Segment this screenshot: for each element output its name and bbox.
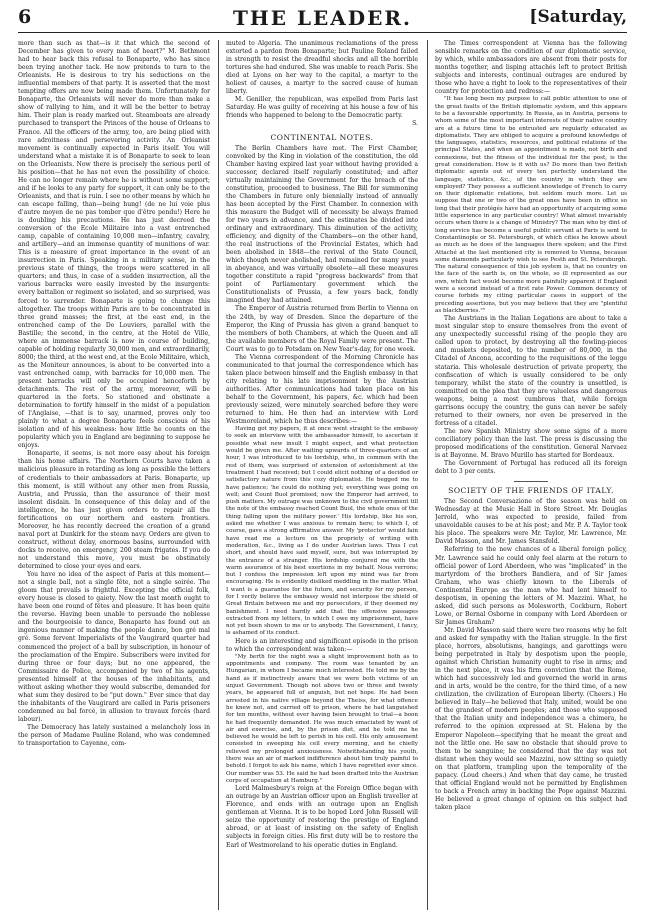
quoted-extract — [226, 426, 418, 638]
column-3 — [435, 40, 627, 910]
paragraph: "It has long been my purpose to call public attention to one of the great faults of the British diplomatic system, and this appears to be a favourable opportunity. In Russia, as in Austria, persons to whom some of the most important interests of their native country are at a future time to be entrusted are regularly educated as diplomatists. They are obliged to acquire a profound knowledge of the languages, statistics, resources, and political relations of the principal States, and when an appointment is made, not birth and connexions, but the fitness of the individual for the post, is the great consideration. How is it with us? Do more than two British diplomatic agents out of every ten perfectly understand the language, statistics, &c., of the country in which they are employed? They possess a sufficient knowledge of French to carry on their diplomatic relations, but seldom much more. Let us suppose that one or two of the great ones have been in office so long that their protégés have had an opportunity of acquiring some little experience in any particular country! What almost invariably occurs when there is a change of Ministry? The man who by dint of long service has become a useful public servant at Paris is sent to Constantinople or St. Petersburgh, of which cities he knows about as much as he does of the languages there spoken; and the First Attaché at the last mentioned city is removed to Vienna, because some diamonds particularly wish to see Pesth and St. Petersburgh. The natural consequence of this job system is, that no country on the face of the earth is, on the whole, so ill represented as our own, which fact would become more painfully apparent if England were a second instead of a first rate Power. Common decency of course forbids my citing particular cases in support of the preceding assertions, but you may believe that they are "plentiful as blackberries."" — [435, 96, 627, 314]
paragraph: Here is an interesting and significant episode in the prison to which the correspondent was taken:— — [226, 637, 418, 653]
paragraph: Lord Malmesbury's reign at the Foreign Office began with an outrage by an Austrian officer upon an English traveller at Florence, and ends with an outrage upon an English gentleman at Vienna. It is to be hoped Lord John Russell will seize the opportunity of restoring the prestige of England abroad, or at least of insisting on the safety of English subjects in foreign cities. His first duty will be to restore the Earl of Westmoreland to his operatic duties in England. — [226, 785, 418, 849]
paragraph: Referring to the new chances of a liberal foreign policy, Mr. Lawrence said he could only feel alarm at the return to official power of Lord Aberdeen, who was "implicated" in the martyrdom of the brothers Bandiera, and of Sir James Graham, who was chiefly known to the Liberals of Continental Europe as the man who had lent himself to despotism, in opening the letters of M. Mazzini. What, he asked, did such persons as Molesworth, Cockburn, Robert Lowe, or Bernal Osborne in company with Lord Aberdeen or Sir James Graham? — [435, 546, 627, 626]
page-number: 6 — [18, 6, 32, 28]
paragraph: The Vienna correspondent of the Morning Chronicle has communicated to that journal the correspondence which has taken place between himself and the English embassy in that city relating to his late imprisonment by the Austrian authorities. After communications had taken place on his behalf to the Government, his papers, &c. which had been previously seized, were minutely searched before they were returned to him. He then had an interview with Lord Westmoreland, which he thus describes:— — [226, 353, 418, 426]
paragraph: M. Geniller, the republican, was expelled from Paris last Saturday. He was guilty of receiving at his house a few of his friends who happened to belong to the Democratic party. — [226, 96, 418, 120]
column-2 — [226, 40, 418, 910]
quoted-extract — [226, 654, 418, 785]
paragraph: The new Spanish Ministry show some signs of a more conciliatory policy than the last. The press is discussing the proposed modifications of the constitution. General Narvaez is at Bayonne. M. Bravo Murillo has started for Bordeaux. — [435, 427, 627, 460]
paragraph: more than such as that—is it that which the second of December has given to every man of heart?" M. Bethmont had to hear back this refusal to Bonaparte, who has since been trying another tack. He now pretends to turn to the Orleanists. He is desirous to try his seductions on the influential members of that party. It is asserted that the most tempting offers are now being made them. Unfortunately for Bonaparte, the Orleanists will never do more than make a show of rallying to him, and it will be the better to betray him. Their plan is ready marked out. Steamboats are already purchased to transport the Princes of the house of Orleans to France. All the officers of the army, too, are being plied with rare adroitness and persevering activity. An Orleanist movement is continually expected in Paris itself. You will understand what a mistake it is of Bonaparte to seek to lean on the Orleanists. Now there is precisely the serious peril of his position—that he has not even the possibility of choice. He can no longer remain where he is without some support; and if he looks to any party for support, it can only be to the Orleanists, and that is ruin. I see no other means by which he can escape falling, than—being hung! (de ne lui voie plus d'autre moyen de ne pas tomber que d'être pendu!) Here he is doubling his precautions. He has just decreed the conversion of the Ecole Militaire into a vast entrenched camp, capable of containing 10,000 men—infantry, cavalry, and artillery—and an immense quantity of munitions of war. This is a measure of great importance in the event of an insurrection in Paris. Speaking in a military sense, in the previous state of things, the troops were scattered in all quarters; and thus, in case of a sudden insurrection, all the various barracks were easily invested by the insurgents: every battalion or regiment so isolated, and so surprised, was forced to surrender. Bonaparte is going to change this altogether. The troops within Paris are to be concentrated in three grand masses; the first, at the east end, in the entrenched camp of the De Louviers, parallel with the Bastille; the second, in the centre, at the Hotel de Ville, where an immense barrack is now in course of building, capable of holding regularly 30,000 men, and extraordinarily, 8000; the third, at the west end, at the Ecole Militaire, which, as the Moniteur announces, is about to be converted into a vast entrenched camp, with barracks for 10,000 men. The present barracks will only be occupied henceforth by detachments. The rest of the army, moreover, will be quartered in the forts. So stationed and obstinate a determination to fortify himself in the midst of a population of l'Anglaise, —that is to say, unarmed, proves only too plainly to what a degree Bonaparte feels conscious of his isolation and of his weakness: how little he counts on the popularity which you in England are beginning to suppose he enjoys. — [18, 40, 210, 450]
paragraph: "My berth for the night was a slight improvement both as to appointments and company. The room was tenanted by an Hungarian, in whom I became much interested. He told me by the hand as if instinctively aware that we were both victims of an unjust Government. Though not above two or three and twenty years, he appeared full of anguish, but not hope. He had been arrested in his native village beyond the Theiss, for what offence he knew not, and carried off to prison, where he had languished for ten months, without ever having been brought to trial—a boon he had frequently demanded. He was much emaciated by want of air and exercise, and, by the prison diet, and he told me he believed he would be left to perish in his cell. His only amusement consisted in sweeping his cell every morning, and he chiefly relieved my prolonged anxiousness. Notwithstanding his youth, there was an air of marked indifference about him truly painful to behold. I forgot to ask his name, which I have regretted ever since. Our number was 53. He said he had been drafted into the Austrian corps of occupation at Hamburg." — [226, 653, 418, 784]
paragraph: The Times correspondent at Vienna has the following sensible remarks on the condition of our diplomatic service, by which, while ambassadors are absent from their posts for months together, and lisping attachés left to protect British subjects and interests, continual outrages are endured by those who have a right to look to the representatives of their country for protection and redress:— — [435, 40, 627, 96]
paragraph: The Emperor of Austria returned from Berlin to Vienna on the 24th, by way of Dresden. Since the departure of the Emperor, the King of Prussia has given a grand banquet to the members of both Chambers, at which the Queen and all the available members of the Royal Family were present. The Court was to go to Potsdam on New Year's-day, for one week. — [226, 305, 418, 353]
header-day: [Saturday, — [529, 7, 627, 27]
paragraph: Mr. David Masson said there were two reasons why he felt and asked for sympathy with the Italian struggle. In the first place, horrors, absolutisms, hangings, and garottings were being perpetrated in Italy by despotism upon the people, against which Christian humanity ought to rise in arms; and in the next place, it was his firm conviction that the Rome, which had successively led and governed the world in arms and in arts, would be the centre, for the third time, of a new civilization, the civilization of European liberty. (Cheers.) He believed in Italy—he believed that Italy, united, would be one of the grandest of modern peoples; and those who supposed that the Italian unity and independence was a chimera, he referred to the opinion expressed at St. Helena by the Emperor Napoleon—specifying that he meant the great and not the little one. He saw no obstacle that should prove to them to be sanguine; he considered that the day was not distant when they would see Mazzini, now sitting so quietly on that platform, trampling upon the temporality of the papacy. (Loud cheers.) And when that day came, he trusted that official England would not be permitted by Englishmen to back a French army in backing the Pope against Mazzini. He believed a great change of opinion on this subject had taken place — [435, 626, 627, 811]
paragraph: Bonaparte, it seems, is not more easy about his foreign than his home affairs. The Northern Courts have taken a malicious pleasure in retarding as long as possible the letters of credentials to their ambassadors at Paris. Bonaparte, up this moment, is still without any other men from Russia, Austria, and Prussia, than the assurance of their most insolent disdain. In consequence of this delay and of the intelligence, he has just given orders to repair all the fortifications on our northern and eastern frontiers. Moreover, he has recently decreed the creation of a grand naval port at Dunkirk for the steam navy. Orders are given to construct, without delay, enormous basins, surrounded with docks to receive, on emergency, 200 steam frigates. If you do not understand this move, you must be obstinately determined to close your eyes and ears. — [18, 450, 210, 571]
signature: S. — [412, 120, 418, 128]
column-1 — [18, 40, 210, 910]
paragraph: muted to Algeria. The unanimous reclamations of the press extorted a pardon from Bonaparte; but Pauline Roland failed in strength to resist the dreadful shocks and all the horrible tortures she had endured. She was unable to reach Paris. She died at Lyons on her way to the capital, a martyr to the holiest of causes, a martyr to the sacred cause of human liberty. — [226, 40, 418, 96]
paragraph: You have no idea of the aspect of Paris at this moment—not a single ball, not a single fête, not a single soirée. The gloom that prevails is frightful. Excepting the official folk, every house is closed to gaiety. Now the last month ought to have been one round of fêtes and pleasure. It has been quite the reverse. Having been unable to persuade the noblesse and the bourgeoisie to dance, Bonaparte has found out an ingenious manner of making the people dance, bon gré mal gré. Some fervent Imperialists of the Vaugirard quarter had commenced the project of a ball by subscription, in honour of the proclamation of the Empire. Subscribers were invited for during three or four days; but no one appeared, the Commissaire de Police, accompanied by two of his agents, presented himself at the houses of the inhabitants, and without asking whether they would subscribe, demanded for what sum they desired to be "put down." Ever since that day the inhabitants of the Vaugirard are called in Paris prisoners condemned au bal forcé, in allusion to travaux forcés (hard labour). — [18, 571, 210, 723]
section-heading: SOCIETY OF THE FRIENDS OF ITALY. — [448, 486, 614, 496]
section-heading: CONTINENTAL NOTES. — [270, 132, 374, 142]
paragraph: The Austrians in the Italian Legations are about to take a most singular step to ensure themselves from the event of any unexpectedly successful rising of the people they are called upon to protect, by destroying all the fowling-pieces and muskets deposited, to the number of 80,000, in the Citadel of Ancona, according to the requisitions of the legge stataria. This wholesale destruction of private property, the confiscation of which is usually considered to be only temporary, whilst the state of the country is unsettled, is committed on the plea that they are valueless and dangerous weapons, being a most cumbrous that, while foreign garrisons occupy the country, the guns can never be safely returned to their owners, nor even be preserved in the fortress of a citadel. — [435, 315, 627, 427]
column-divider — [427, 40, 428, 910]
paragraph: The Second Conversazione of the season was held on Wednesday at the Music Hall in Store Street. Mr. Douglas Jerrold, who was expected to preside, failed from unavoidable causes to be at his post; and Mr. P. A. Taylor took his place. The speakers were Mr. Taylor, Mr. Lawrence, Mr. David Masson, and Mr. James Stansfeld. — [435, 498, 627, 546]
paragraph: The Democracy has lately sustained a melancholy loss in the person of Madame Pauline Roland, who was condemned to transportation to Cayenne, com- — [18, 723, 210, 748]
quoted-extract — [435, 96, 627, 315]
page-header — [18, 6, 627, 33]
column-divider — [218, 40, 219, 910]
paragraph: The Government of Portugal has reduced all its foreign debt to 3 per cents. — [435, 460, 627, 476]
paragraph: Having got my papers, it at once went straight to the embassy to seek an interview with the ambassador himself, to ascertain if possible what new insult I might expect, and what protection would be given me. After waiting upwards of three-quarters of an hour, I was introduced to his lordship, who, in common with the rest of them, was surprised of extension of astonishment at the treatment I had received; but I could elicit nothing of a decided or satisfactory nature from this cozy diplomatist. He begged me to have patience; 'he could do nothing yet; everything was going on well; and Count Buol promised, now the Emperor had arrived, to push matters. My outrage was unknown to the civil government till the note of the embassy reached Count Buol, the whole onus of the thing falling upon the military power.' His lordship, like his son, asked me whether I was anxious to remain here; to which I, of course, gave a strong affirmative answer. My 'protector' would fain have read me a lecture on the propriety of writing with moderation, &c., living as I do under Austrian laws. Thus I cut short, and should have said myself, sure, but was interrupted by the entrance of a stranger. His lordship conjured me with the warm assurance of his best exertions in my behalf. Nous verrons; but I confess the impression left upon my mind was far from encouraging. He is evidently disliked meddling in the matter. What I want is a guarantee for the future, and security for my person, for I verily believe the embassy would not interpose the shield of Great Britain between me and my persecutors, if they deemed my banishment. I need hardly add that the offensive passages extracted from my letters, to which I owe my imprisonment, have not yet been shown to me or to anybody. The Government, I fancy, is ashamed of its conduct. — [226, 426, 418, 637]
masthead-title: THE LEADER. — [233, 6, 412, 30]
section-separator — [514, 481, 548, 482]
paragraph: The Berlin Chambers have met. The First Chamber, convoked by the King in violation of the constitution, the old Chamber having expired last year without having provided a successor, declared itself regularly constituted; and after virtually maintaining the Government for the breach of the constitution, proceeded to business. The Bill for summoning the Chambers in future only biennially instead of annually has been accepted by the First Chamber. In connexion with this measure the Budget will of necessity be always framed for two years in advance, and the estimates be divided into ordinary and extraordinary. This diminution of the activity, efficiency, and dignity of the Chambers—on the other hand, the real instructions of the Provincial Estates, which had been abolished in 1848—the revival of the State Council, which though never abolished, had remained for many years in abeyance, and was virtually obsolete—all these measures together constitute a rapid "progress backwards" from that point of Parliamentary government which the Constitutionalists of Prussia, a few years back, fondly imagined they had attained. — [226, 144, 418, 305]
